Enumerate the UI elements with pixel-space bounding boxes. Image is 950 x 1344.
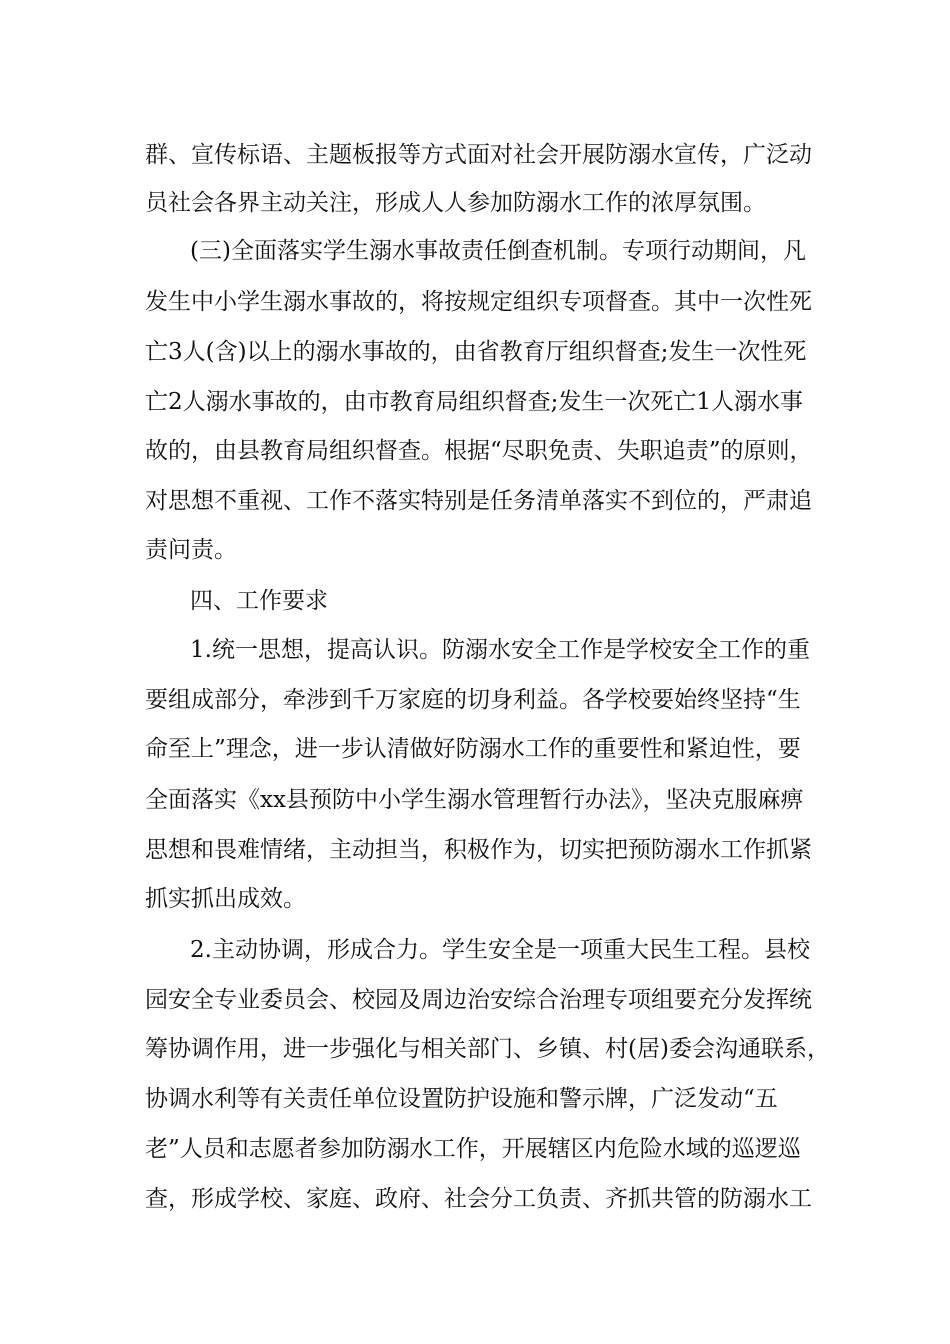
item-heading-unify-thinking: 1.统一思想，提高认识。防溺水安全工作是学校安全工作的重 [190,637,810,663]
body-text-line: 亡2人溺水事故的，由市教育局组织督查;发生一次死亡1人溺水事 [145,389,804,415]
body-text-line: 责问责。 [145,537,237,563]
section-heading-requirements: 四、工作要求 [190,588,328,614]
section-heading-accountability: (三)全面落实学生溺水事故责任倒查机制。专项行动期间，凡 [190,238,806,264]
body-text-line: 筹协调作用，进一步强化与相关部门、乡镇、村(居)委会沟通联系， [145,1036,830,1062]
body-text-line: 抓实抓出成效。 [145,886,306,912]
body-text-line: 对思想不重视、工作不落实特别是任务清单落实不到位的，严肃追 [145,488,812,514]
body-text-line: 亡3人(含)以上的溺水事故的，由省教育厅组织督查;发生一次性死 [145,339,807,365]
body-text-line: 思想和畏难情绪，主动担当，积极作为，切实把预防溺水工作抓紧 [145,837,812,863]
body-text-line: 故的，由县教育局组织督查。根据“尽职免责、失职追责”的原则， [145,438,813,464]
body-text-line: 要组成部分，牵涉到千万家庭的切身利益。各学校要始终坚持“生 [145,687,801,713]
body-text-line: 群、宣传标语、主题板报等方式面对社会开展防溺水宣传，广泛动 [145,142,812,168]
item-heading-coordinate: 2.主动协调，形成合力。学生安全是一项重大民生工程。县校 [190,937,810,963]
body-text-line: 命至上”理念，进一步认清做好防溺水工作的重要性和紧迫性，要 [145,736,801,762]
body-text-line: 协调水利等有关责任单位设置防护设施和警示牌，广泛发动“五 [145,1086,778,1112]
body-text-line: 园安全专业委员会、校园及周边治安综合治理专项组要充分发挥统 [145,987,812,1013]
body-text-line: 员社会各界主动关注，形成人人参加防溺水工作的浓厚氛围。 [145,190,766,216]
body-text-line: 查，形成学校、家庭、政府、社会分工负责、齐抓共管的防溺水工 [145,1186,812,1212]
body-text-line: 老”人员和志愿者参加防溺水工作，开展辖区内危险水域的巡逻巡 [145,1136,801,1162]
body-text-line: 发生中小学生溺水事故的，将按规定组织专项督查。其中一次性死 [145,289,812,315]
body-text-line: 全面落实《xx县预防中小学生溺水管理暂行办法》，坚决克服麻痹 [145,787,804,813]
